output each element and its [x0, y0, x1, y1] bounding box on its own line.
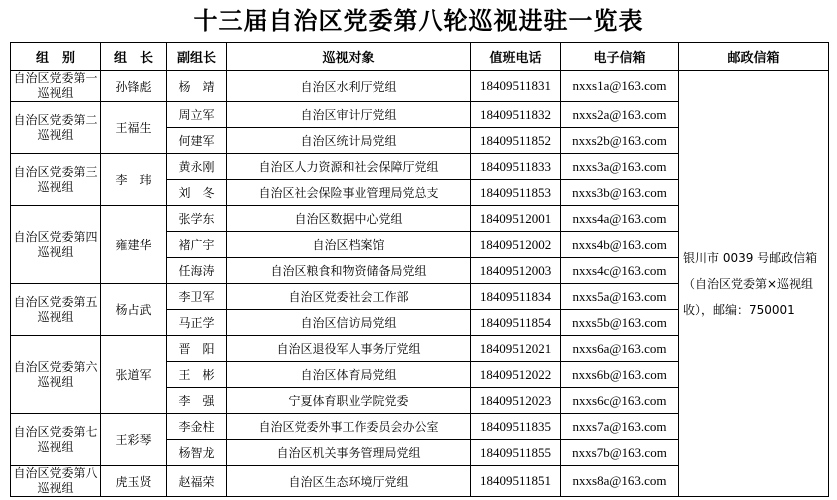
- deputy-cell: 张学东: [167, 206, 227, 232]
- group-name-cell: 自治区党委第二巡视组: [11, 102, 101, 154]
- target-cell: 自治区粮食和物资储备局党组: [227, 258, 471, 284]
- deputy-cell: 李金柱: [167, 414, 227, 440]
- phone-cell: 18409511854: [471, 310, 561, 336]
- deputy-cell: 杨 靖: [167, 71, 227, 102]
- target-cell: 自治区退役军人事务厅党组: [227, 336, 471, 362]
- email-cell: nxxs4a@163.com: [561, 206, 679, 232]
- email-cell: nxxs3a@163.com: [561, 154, 679, 180]
- header-mailbox: 邮政信箱: [679, 43, 829, 71]
- leader-cell: 王彩琴: [101, 414, 167, 466]
- email-cell: nxxs5b@163.com: [561, 310, 679, 336]
- header-email: 电子信箱: [561, 43, 679, 71]
- deputy-cell: 李 强: [167, 388, 227, 414]
- leader-cell: 王福生: [101, 102, 167, 154]
- phone-cell: 18409511834: [471, 284, 561, 310]
- target-cell: 自治区水利厅党组: [227, 71, 471, 102]
- email-cell: nxxs2b@163.com: [561, 128, 679, 154]
- deputy-cell: 刘 冬: [167, 180, 227, 206]
- email-cell: nxxs6c@163.com: [561, 388, 679, 414]
- email-cell: nxxs7a@163.com: [561, 414, 679, 440]
- group-name-cell: 自治区党委第一巡视组: [11, 71, 101, 102]
- email-cell: nxxs3b@163.com: [561, 180, 679, 206]
- phone-cell: 18409511832: [471, 102, 561, 128]
- leader-cell: 雍建华: [101, 206, 167, 284]
- header-phone: 值班电话: [471, 43, 561, 71]
- mailbox-cell: 银川市 0039 号邮政信箱（自治区党委第×巡视组收），邮编：750001: [679, 71, 829, 497]
- email-cell: nxxs4b@163.com: [561, 232, 679, 258]
- phone-cell: 18409511855: [471, 440, 561, 466]
- leader-cell: 张道军: [101, 336, 167, 414]
- target-cell: 自治区审计厅党组: [227, 102, 471, 128]
- target-cell: 宁夏体育职业学院党委: [227, 388, 471, 414]
- deputy-cell: 赵福荣: [167, 466, 227, 497]
- group-name-cell: 自治区党委第三巡视组: [11, 154, 101, 206]
- header-leader: 组 长: [101, 43, 167, 71]
- target-cell: 自治区人力资源和社会保障厅党组: [227, 154, 471, 180]
- page-title: 十三届自治区党委第八轮巡视进驻一览表: [193, 6, 644, 35]
- leader-cell: 孙锋彪: [101, 71, 167, 102]
- group-name-cell: 自治区党委第五巡视组: [11, 284, 101, 336]
- deputy-cell: 晋 阳: [167, 336, 227, 362]
- target-cell: 自治区数据中心党组: [227, 206, 471, 232]
- group-name-cell: 自治区党委第七巡视组: [11, 414, 101, 466]
- phone-cell: 18409512001: [471, 206, 561, 232]
- deputy-cell: 王 彬: [167, 362, 227, 388]
- phone-cell: 18409512022: [471, 362, 561, 388]
- target-cell: 自治区体育局党组: [227, 362, 471, 388]
- target-cell: 自治区统计局党组: [227, 128, 471, 154]
- phone-cell: 18409511852: [471, 128, 561, 154]
- table-row: [11, 71, 829, 102]
- target-cell: 自治区机关事务管理局党组: [227, 440, 471, 466]
- leader-cell: 虎玉贤: [101, 466, 167, 497]
- phone-cell: 18409511835: [471, 414, 561, 440]
- email-cell: nxxs2a@163.com: [561, 102, 679, 128]
- phone-cell: 18409511831: [471, 71, 561, 102]
- phone-cell: 18409512002: [471, 232, 561, 258]
- target-cell: 自治区社会保险事业管理局党总支: [227, 180, 471, 206]
- header-deputy: 副组长: [167, 43, 227, 71]
- target-cell: 自治区信访局党组: [227, 310, 471, 336]
- phone-cell: 18409512021: [471, 336, 561, 362]
- leader-cell: 杨占武: [101, 284, 167, 336]
- phone-cell: 18409511853: [471, 180, 561, 206]
- email-cell: nxxs4c@163.com: [561, 258, 679, 284]
- phone-cell: 18409511851: [471, 466, 561, 497]
- deputy-cell: 黄永刚: [167, 154, 227, 180]
- phone-cell: 18409511833: [471, 154, 561, 180]
- deputy-cell: 周立军: [167, 102, 227, 128]
- email-cell: nxxs6b@163.com: [561, 362, 679, 388]
- phone-cell: 18409512003: [471, 258, 561, 284]
- target-cell: 自治区档案馆: [227, 232, 471, 258]
- email-cell: nxxs1a@163.com: [561, 71, 679, 102]
- target-cell: 自治区党委社会工作部: [227, 284, 471, 310]
- deputy-cell: 马正学: [167, 310, 227, 336]
- group-name-cell: 自治区党委第六巡视组: [11, 336, 101, 414]
- leader-cell: 李 玮: [101, 154, 167, 206]
- deputy-cell: 褚广宇: [167, 232, 227, 258]
- inspection-table: [10, 42, 829, 497]
- group-name-cell: 自治区党委第八巡视组: [11, 466, 101, 497]
- email-cell: nxxs8a@163.com: [561, 466, 679, 497]
- header-group: 组 别: [11, 43, 101, 71]
- header-target: 巡视对象: [227, 43, 471, 71]
- target-cell: 自治区生态环境厅党组: [227, 466, 471, 497]
- deputy-cell: 杨智龙: [167, 440, 227, 466]
- deputy-cell: 何建军: [167, 128, 227, 154]
- deputy-cell: 李卫军: [167, 284, 227, 310]
- email-cell: nxxs5a@163.com: [561, 284, 679, 310]
- deputy-cell: 任海涛: [167, 258, 227, 284]
- email-cell: nxxs6a@163.com: [561, 336, 679, 362]
- target-cell: 自治区党委外事工作委员会办公室: [227, 414, 471, 440]
- email-cell: nxxs7b@163.com: [561, 440, 679, 466]
- phone-cell: 18409512023: [471, 388, 561, 414]
- header-row: [11, 43, 829, 71]
- group-name-cell: 自治区党委第四巡视组: [11, 206, 101, 284]
- table-body: [11, 71, 829, 497]
